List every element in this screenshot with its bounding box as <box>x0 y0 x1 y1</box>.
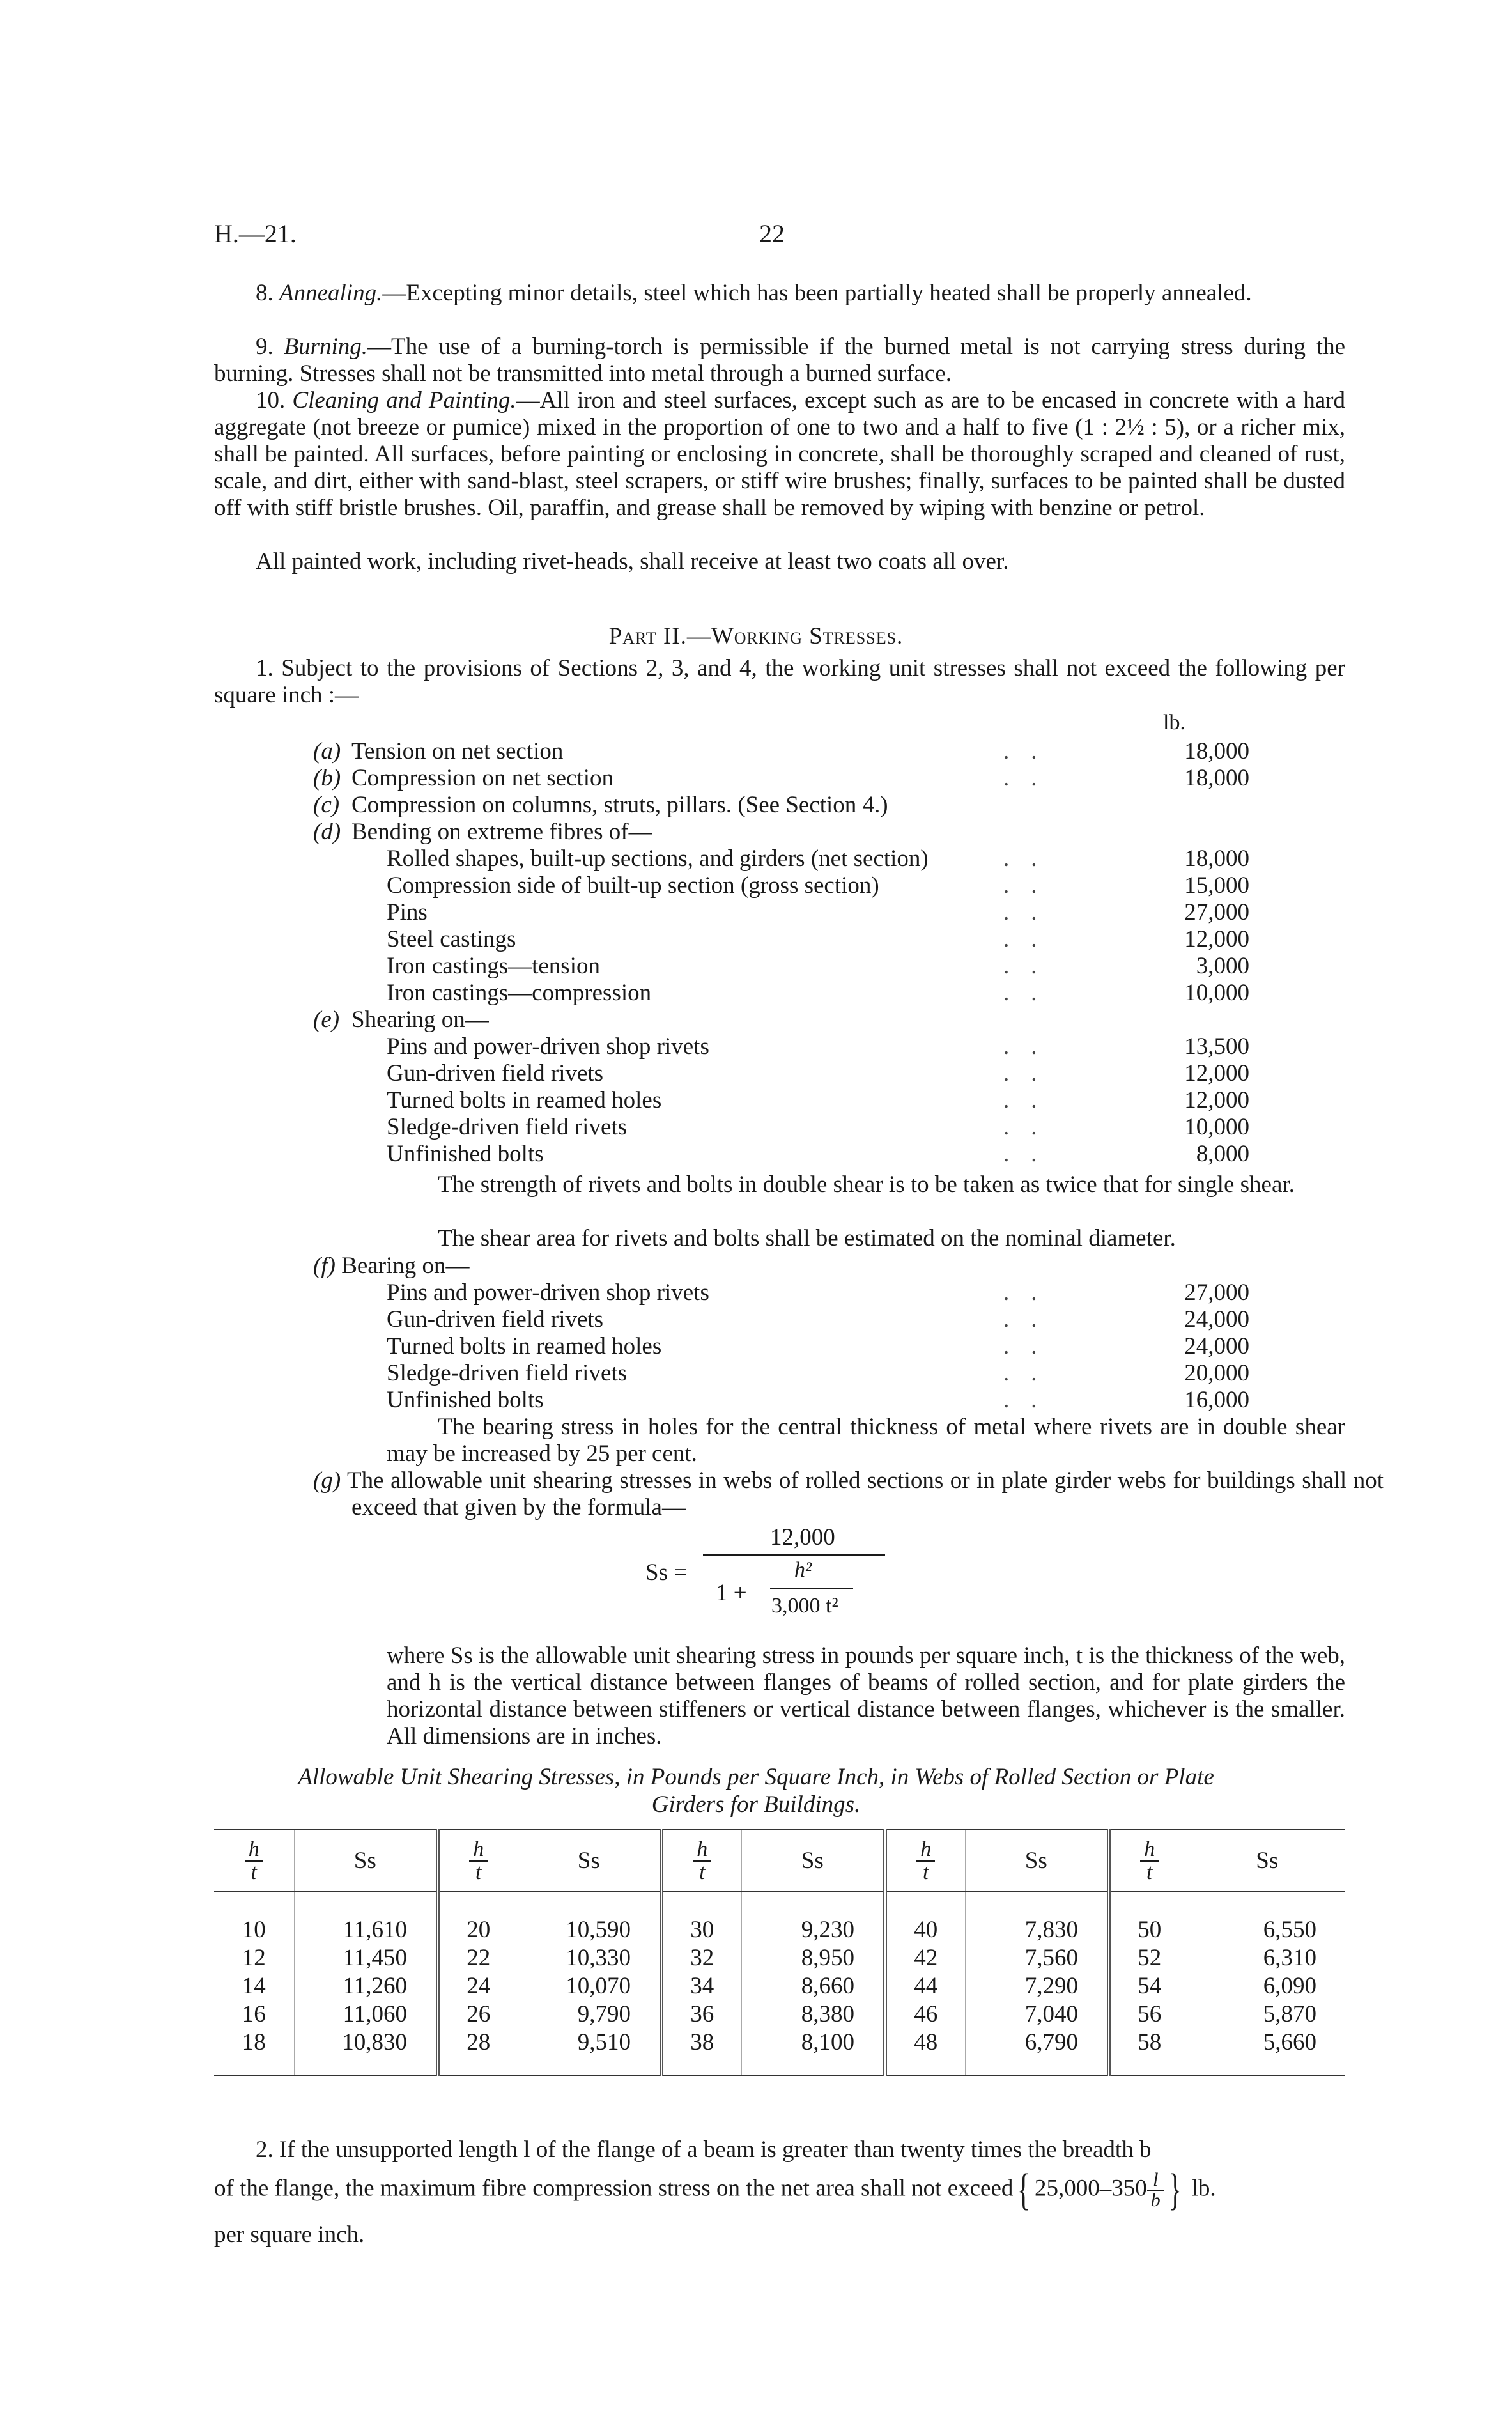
leader-dots: .. <box>1003 1333 1059 1359</box>
leader-dots: .. <box>1003 1060 1059 1086</box>
leader-dots: .. <box>1003 1141 1059 1167</box>
ss-cell: 10,830 <box>294 2028 438 2056</box>
bearing-note: The bearing stress in holes for the central thickness of metal where rivets are in double shear may be increased by 25 per cent. <box>387 1414 1345 1467</box>
ss-cell: 10,590 <box>518 1915 661 1944</box>
ratio-cell: 52 <box>1109 1944 1189 1972</box>
table-row <box>214 1972 1345 2000</box>
item-text: Pins and power-driven shop rivets <box>387 1280 709 1306</box>
item-text: Compression side of built-up section (gross section) <box>387 872 879 899</box>
ratio-cell: 48 <box>885 2028 965 2056</box>
item-text: Unfinished bolts <box>387 1387 544 1413</box>
stress-value: 3,000 <box>1196 953 1249 979</box>
item-label: (d) <box>313 819 341 845</box>
ss-header: Ss <box>518 1830 661 1892</box>
table-header-row <box>214 1830 1345 1892</box>
formula-one-plus: 1 + <box>716 1580 747 1606</box>
formula-numerator: 12,000 <box>770 1524 835 1550</box>
ss-cell: 7,290 <box>965 1972 1109 2000</box>
item-label: (b) <box>313 765 341 791</box>
left-brace-icon: { <box>1017 2165 1031 2215</box>
ss-header: Ss <box>965 1830 1109 1892</box>
formula-inner-denominator: 3,000 t² <box>771 1594 838 1618</box>
ss-cell: 5,660 <box>1263 2029 1316 2055</box>
ss-cell: 7,040 <box>965 2000 1109 2028</box>
leader-dots: .. <box>1003 846 1059 872</box>
ss-cell: 6,310 <box>1263 1944 1316 1971</box>
section-2-line1: 2. If the unsupported length l of the flange of a beam is greater than twenty times the breadth b <box>256 2137 1152 2163</box>
ratio-cell: 14 <box>214 1972 294 2000</box>
item-text: Turned bolts in reamed holes <box>387 1087 662 1113</box>
formula-lhs: Ss = <box>645 1559 688 1586</box>
stress-value: 18,000 <box>1184 846 1249 872</box>
ss-cell: 6,550 <box>1263 1916 1316 1943</box>
table-row <box>214 2000 1345 2028</box>
stress-value: 12,000 <box>1184 1087 1249 1113</box>
ss-cell: 8,660 <box>741 1972 885 2000</box>
leader-dots: .. <box>1003 953 1059 979</box>
leader-dots: .. <box>1003 738 1059 764</box>
ratio-cell: 40 <box>885 1915 965 1944</box>
item-text: Tension on net section <box>351 738 564 764</box>
ratio-cell: 38 <box>661 2028 741 2056</box>
table-caption-line2: Girders for Buildings. <box>651 1791 861 1818</box>
item-text: Iron castings—compression <box>387 980 652 1006</box>
ratio-cell: 54 <box>1109 1972 1189 2000</box>
item-text: Rolled shapes, built-up sections, and girders (net section) <box>387 846 929 872</box>
table-row <box>214 2028 1345 2056</box>
leader-dots: .. <box>1003 1114 1059 1140</box>
ratio-cell: 22 <box>438 1944 518 1972</box>
formula-inner-numerator: h² <box>794 1558 812 1582</box>
stress-value: 8,000 <box>1196 1141 1249 1167</box>
item-text: Bending on extreme fibres of— <box>351 819 652 845</box>
ss-header: Ss <box>294 1830 438 1892</box>
ss-cell: 6,790 <box>965 2028 1109 2056</box>
ss-cell: 9,230 <box>741 1915 885 1944</box>
item-text: Gun-driven field rivets <box>387 1306 604 1333</box>
leader-dots: .. <box>1003 1360 1059 1386</box>
stress-value: 27,000 <box>1184 1280 1249 1306</box>
item-text: Steel castings <box>387 926 516 952</box>
section-2-line2: of the flange, the maximum fibre compression stress on the net area shall not exceed{ 25,000–350 $\frac{l}{b}$ } lb. <box>214 2165 1216 2215</box>
ss-cell: 9,510 <box>518 2028 661 2056</box>
leader-dots: .. <box>1003 872 1059 899</box>
item-cleaning-painting: 10. Cleaning and Painting.—All iron and steel surfaces, except such as are to be encased in concrete with a hard aggregate (not breeze or pumice) mixed in the proportion of one to two and a half to five (1 : 2½ : 5), or a richer mix, shall be painted. All surfaces, before painting or enclosing in concrete, shall be thoroughly scraped and cleaned of rust, scale, and dirt, either with sand-blast, steel scrapers, or stiff wire brushes; finally, surfaces to be painted shall be dusted off with stiff bristle brushes. Oil, paraffin, and grease shall be removed by wiping with benzine or petrol. <box>214 387 1345 521</box>
item-text: Shearing on— <box>351 1007 489 1033</box>
formula-inner-bar <box>770 1588 853 1589</box>
item-text: Compression on columns, struts, pillars. (See Section 4.) <box>351 792 888 818</box>
item-text: Unfinished bolts <box>387 1141 544 1167</box>
leader-dots: .. <box>1003 1033 1059 1060</box>
stress-value: 13,500 <box>1184 1033 1249 1060</box>
ss-cell: 10,330 <box>518 1944 661 1972</box>
item-text: Iron castings—tension <box>387 953 600 979</box>
stress-value: 24,000 <box>1184 1333 1249 1359</box>
ratio-cell: 16 <box>214 2000 294 2028</box>
ratio-header: $\frac{h}{t}$ <box>438 1830 518 1892</box>
leader-dots: .. <box>1003 1387 1059 1413</box>
ss-cell: 11,260 <box>294 1972 438 2000</box>
item-text: Compression on net section <box>351 765 614 791</box>
table-spacer <box>214 1892 1345 1915</box>
ratio-cell: 20 <box>438 1915 518 1944</box>
shearing-stress-table <box>214 1829 1345 2076</box>
item-label: (a) <box>313 738 341 764</box>
ratio-cell: 50 <box>1109 1915 1189 1944</box>
section-1-intro: 1. Subject to the provisions of Sections 2, 3, and 4, the working unit stresses shall not exceed the following per square inch :— <box>214 655 1345 708</box>
ratio-cell: 12 <box>214 1944 294 1972</box>
item-text: Turned bolts in reamed holes <box>387 1333 662 1359</box>
ratio-cell: 24 <box>438 1972 518 2000</box>
leader-dots: .. <box>1003 980 1059 1006</box>
item-label: (e) <box>313 1007 340 1033</box>
item-annealing: 8. Annealing.—Excepting minor details, steel which has been partially heated shall be properly annealed. <box>256 280 1252 306</box>
shear-note-double: The strength of rivets and bolts in double shear is to be taken as twice that for single shear. <box>438 1171 1295 1198</box>
ratio-cell: 36 <box>661 2000 741 2028</box>
formula-main-bar <box>703 1554 885 1556</box>
ratio-cell: 26 <box>438 2000 518 2028</box>
document-code: H.—21. <box>214 219 297 248</box>
ss-cell: 8,380 <box>741 2000 885 2028</box>
ss-cell: 7,560 <box>965 1944 1109 1972</box>
leader-dots: .. <box>1003 926 1059 952</box>
stress-value: 24,000 <box>1184 1306 1249 1333</box>
stress-value: 16,000 <box>1184 1387 1249 1413</box>
ratio-cell: 46 <box>885 2000 965 2028</box>
stress-value: 18,000 <box>1184 738 1249 764</box>
stress-value: 27,000 <box>1184 899 1249 925</box>
ratio-cell: 18 <box>214 2028 294 2056</box>
l-over-b-fraction: $\frac{l}{b}$ <box>1147 2170 1164 2210</box>
item-text: Gun-driven field rivets <box>387 1060 604 1086</box>
table-caption-line1: Allowable Unit Shearing Stresses, in Pounds per Square Inch, in Webs of Rolled Section or Plate <box>298 1764 1214 1790</box>
unit-label: lb. <box>1163 711 1185 734</box>
ss-cell: 11,610 <box>294 1915 438 1944</box>
bearing-heading: (f) Bearing on— <box>313 1253 470 1279</box>
stress-value: 12,000 <box>1184 926 1249 952</box>
table-row <box>214 1915 1345 1944</box>
item-painted-work: All painted work, including rivet-heads, shall receive at least two coats all over. <box>256 548 1009 575</box>
stress-value: 18,000 <box>1184 765 1249 791</box>
ratio-cell: 32 <box>661 1944 741 1972</box>
ss-cell: 8,950 <box>741 1944 885 1972</box>
formula-explanation: where Ss is the allowable unit shearing stress in pounds per square inch, t is the thickness of the web, and h is the vertical distance between flanges of beams of rolled section, and for plate girders the horizontal distance between stiffeners or vertical distance between flanges, whichever is the smaller. All dimensions are in inches. <box>387 1643 1345 1749</box>
ratio-header: $\frac{h}{t}$ <box>1109 1830 1189 1892</box>
ratio-cell: 44 <box>885 1972 965 2000</box>
leader-dots: .. <box>1003 1280 1059 1306</box>
leader-dots: .. <box>1003 1087 1059 1113</box>
ratio-cell: 58 <box>1109 2028 1189 2056</box>
ratio-cell: 28 <box>438 2028 518 2056</box>
item-g: (g) The allowable unit shearing stresses in webs of rolled sections or in plate girder webs for buildings shall not exceed that given by the formula— <box>313 1467 1384 1520</box>
ss-cell: 8,100 <box>741 2028 885 2056</box>
ss-header: Ss <box>741 1830 885 1892</box>
ss-cell: 11,450 <box>294 1944 438 1972</box>
ratio-cell: 10 <box>214 1915 294 1944</box>
ss-cell: 11,060 <box>294 2000 438 2028</box>
ss-cell: 10,070 <box>518 1972 661 2000</box>
leader-dots: .. <box>1003 899 1059 925</box>
item-text: Sledge-driven field rivets <box>387 1114 628 1140</box>
item-burning: 9. Burning.—The use of a burning-torch is permissible if the burned metal is not carrying stress during the burning. Stresses shall not be transmitted into metal through a burned surface. <box>214 334 1345 387</box>
stress-value: 20,000 <box>1184 1360 1249 1386</box>
ss-cell: 9,790 <box>518 2000 661 2028</box>
ratio-cell: 42 <box>885 1944 965 1972</box>
ratio-cell: 34 <box>661 1972 741 2000</box>
table-row <box>214 1944 1345 1972</box>
shear-note-area: The shear area for rivets and bolts shall be estimated on the nominal diameter. <box>438 1225 1176 1251</box>
item-text: Pins and power-driven shop rivets <box>387 1033 709 1060</box>
ss-cell: 7,830 <box>965 1915 1109 1944</box>
ss-cell: 6,090 <box>1263 1972 1316 1999</box>
stress-value: 10,000 <box>1184 1114 1249 1140</box>
stress-value: 15,000 <box>1184 872 1249 899</box>
stress-value: 12,000 <box>1184 1060 1249 1086</box>
item-text: Pins <box>387 899 428 925</box>
item-label: (c) <box>313 792 340 818</box>
table-bottom-spacer <box>214 2056 1345 2076</box>
stress-value: 10,000 <box>1184 980 1249 1006</box>
ratio-cell: 30 <box>661 1915 741 1944</box>
ss-header: Ss <box>1189 1830 1345 1892</box>
ratio-cell: 56 <box>1109 2000 1189 2028</box>
leader-dots: .. <box>1003 765 1059 791</box>
ratio-header: $\frac{h}{t}$ <box>214 1830 294 1892</box>
ss-cell: 5,870 <box>1263 2000 1316 2027</box>
leader-dots: .. <box>1003 1306 1059 1333</box>
section-2-line3: per square inch. <box>214 2222 365 2248</box>
ratio-header: $\frac{h}{t}$ <box>661 1830 741 1892</box>
item-text: Sledge-driven field rivets <box>387 1360 628 1386</box>
ratio-header: $\frac{h}{t}$ <box>885 1830 965 1892</box>
part-heading: Part II.—Working Stresses. <box>608 623 904 649</box>
page-number: 22 <box>759 219 785 248</box>
right-brace-icon: } <box>1168 2165 1182 2215</box>
